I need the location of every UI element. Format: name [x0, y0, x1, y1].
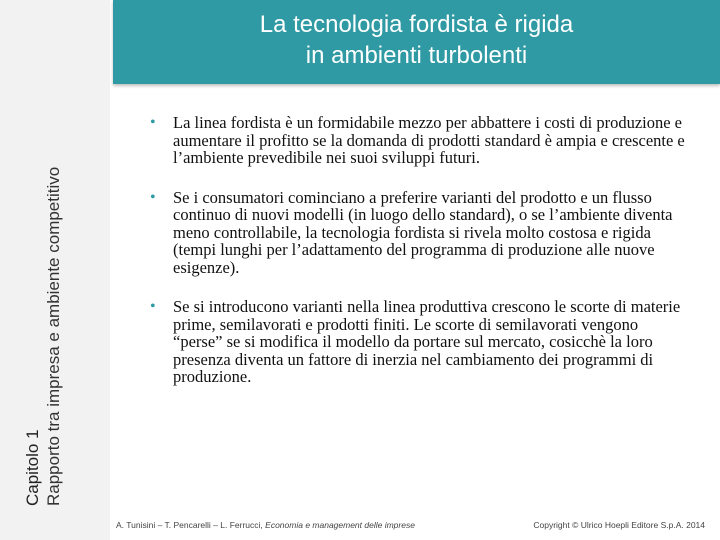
footer-book-title: Economia e management delle imprese — [265, 520, 415, 530]
chapter-number: Capitolo 1 — [23, 429, 42, 506]
footer-copyright: Copyright © Ulrico Hoepli Editore S.p.A. 2014 — [533, 520, 705, 530]
slide-title-line-2: in ambienti turbolenti — [305, 42, 528, 69]
bullet-item — [150, 114, 690, 167]
bullet-dot-icon: • — [150, 114, 156, 131]
slide-title — [113, 9, 720, 71]
chapter-title: Rapporto tra impresa e ambiente competitivo — [44, 166, 63, 506]
bullet-text: La linea fordista è un formidabile mezzo per abbattere i costi di produzione e aumentare il profitto se la domanda di prodotti standard è ampia e crescente e l’ambiente prevedibile nei suoi sviluppi futuri. — [173, 113, 685, 167]
footer-authors: A. Tunisini – T. Pencarelli – L. Ferrucci, — [116, 520, 263, 530]
title-bar — [113, 0, 720, 84]
footer-citation — [116, 520, 415, 530]
bullet-text: Se si introducono varianti nella linea produttiva crescono le scorte di materie prime, semilavorati e prodotti finiti. Le scorte di semilavorati vengono “perse” se si modifica il modello da portare sul mercato, cosicchè la loro presenza diventa un fattore di inerzia nel cambiamento dei programmi di produzione. — [173, 297, 681, 386]
bullet-item — [150, 189, 690, 277]
bullet-item — [150, 298, 690, 386]
bullet-list — [150, 114, 690, 408]
chapter-label — [22, 16, 64, 506]
bullet-text: Se i consumatori cominciano a preferire varianti del prodotto e un flusso continuo di nuovi modelli (in luogo dello standard), o se l’ambiente diventa meno controllabile, la tecnologia fordista si rivela molto costosa e rigida (tempi lunghi per l’adattamento del programma di produzione alle nuove esigenze). — [173, 187, 673, 277]
bullet-dot-icon: • — [150, 188, 156, 206]
slide-title-line-1: La tecnologia fordista è rigida — [259, 11, 574, 38]
sidebar — [0, 0, 110, 540]
bullet-dot-icon: • — [150, 298, 156, 315]
